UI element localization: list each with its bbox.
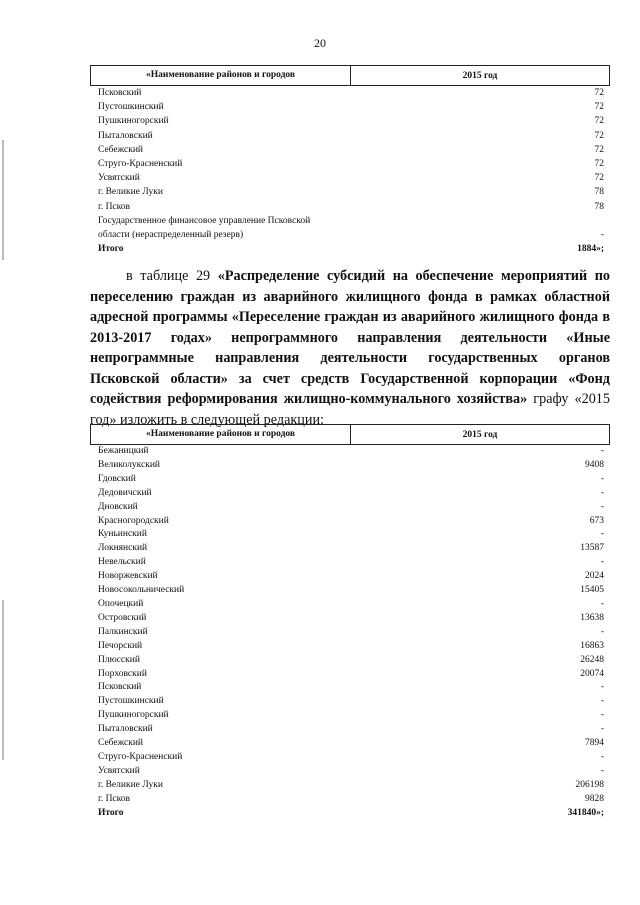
table-row [90,200,610,214]
amount-value: 16863 [580,640,604,651]
column-header-year: 2015 год [462,70,498,81]
district-name: Усвятский [98,765,140,776]
amount-value: - [600,765,604,776]
amount-value: - [600,557,604,568]
amount-value: - [600,473,604,484]
district-name: Красногородский [98,515,169,526]
amount-value: 78 [594,201,604,212]
amount-value: 72 [594,144,604,155]
district-name: Невельский [98,557,146,568]
column-header-name: «Наименование районов и городов [91,425,351,444]
table-body [90,86,610,256]
district-name: Дедовичский [98,487,152,498]
table-row [90,668,610,682]
amount-value: - [600,751,604,762]
amount-value: - [600,710,604,721]
amendment-paragraph [90,266,610,430]
amount-value: 206198 [575,779,604,790]
amount-value: - [600,501,604,512]
paragraph-tail: графу «2015 год» изложить в следующей редакции: [90,391,610,428]
amount-value: - [600,529,604,540]
amount-value: 9408 [585,459,604,470]
table-row [90,143,610,157]
table-row [90,473,610,487]
district-name: Себежский [98,144,143,155]
table-row [90,214,610,242]
table-row [90,100,610,114]
amount-value: 341840»; [567,807,604,818]
amount-value: 26248 [580,654,604,665]
district-name: Псковский [98,682,142,693]
district-name: г. Псков [98,201,131,212]
table-row [90,640,610,654]
table-row [90,723,610,737]
table-row [90,779,610,793]
amount-value: 2024 [585,571,604,582]
paragraph-lead: в таблице 29 [126,268,218,284]
table-row [90,737,610,751]
district-name: Пушкиногорский [98,116,169,127]
table-row [90,765,610,779]
amount-value: 13638 [580,612,604,623]
scan-margin-mark [2,140,4,260]
table-row [90,86,610,100]
amount-value: 7894 [585,738,604,749]
district-name: Бежаницкий [98,446,149,456]
table-row [90,570,610,584]
table-row [90,584,610,598]
allocation-table-2 [90,424,610,820]
amount-value: - [600,446,604,456]
district-name: Локнянский [98,543,148,554]
amount-value: 72 [594,173,604,184]
district-name: Великолукский [98,459,161,470]
district-name: Струго-Красненский [98,751,183,762]
paragraph-bold-title: «Распределение субсидий на обеспечение мероприятий по переселению граждан из аварийного жилищного фонда в рамках областной адресной программы «Переселение граждан из аварийного жилищного фонда в 2013-2017 годах» непрограммного направления деятельности «Иные непрограммные направления деятельности государственных органов Псковской области» за счет средств Государственной корпорации «Фонд содействия реформирования жилищно-коммунального хозяйства» [90,268,610,407]
district-name: Плюсский [98,654,140,665]
table-row [90,515,610,529]
table-row [90,171,610,185]
amount-value: 1884»; [577,244,604,255]
amount-value: 9828 [585,793,604,804]
district-name: Новосокольнический [98,585,185,596]
district-name: Новоржевский [98,571,158,582]
table-row [90,185,610,199]
amount-value: - [600,626,604,637]
total-row [90,242,610,256]
district-name: Печорский [98,640,143,651]
district-name: Себежский [98,738,143,749]
district-name: Пустошкинский [98,696,164,707]
amount-value: 673 [589,515,604,526]
table-header [90,65,610,86]
district-name: Гдовский [98,473,136,484]
amount-value: - [600,598,604,609]
district-name: Струго-Красненский [98,159,183,170]
amount-value: 72 [594,130,604,141]
table-row [90,793,610,807]
table-row [90,709,610,723]
table-row [90,598,610,612]
table-row [90,157,610,171]
table-row [90,445,610,459]
district-name: Государственное финансовое управление Псковской области (нераспределенный резерв) [98,215,311,241]
district-name: г. Псков [98,793,131,804]
total-row [90,807,610,821]
district-name: г. Великие Луки [98,187,163,198]
district-name: Дновский [98,501,138,512]
amount-value: 15405 [580,585,604,596]
table-row [90,542,610,556]
district-name: Пушкиногорский [98,710,169,721]
table-row [90,626,610,640]
district-name: г. Великие Луки [98,779,163,790]
amount-value: - [600,682,604,693]
table-row [90,695,610,709]
table-row [90,681,610,695]
amount-value: 13587 [580,543,604,554]
scan-margin-mark [2,600,4,760]
table-row [90,459,610,473]
district-name: Псковский [98,88,142,98]
district-name: Палкинский [98,626,148,637]
table-row [90,487,610,501]
table-row [90,556,610,570]
amount-value: 78 [594,187,604,198]
table-row [90,751,610,765]
district-name: Усвятский [98,173,140,184]
column-header-name: «Наименование районов и городов [91,66,351,85]
amount-value: - [600,230,604,241]
district-name: Пыталовский [98,724,153,735]
table-row [90,654,610,668]
district-name: Итого [98,244,124,255]
table-row [90,114,610,128]
district-name: Пустошкинский [98,102,164,113]
amount-value: 72 [594,116,604,127]
amount-value: 72 [594,159,604,170]
district-name: Островский [98,612,147,623]
district-name: Порховский [98,668,147,679]
district-name: Опочецкий [98,598,144,609]
table-row [90,612,610,626]
table-body [90,445,610,820]
column-header-year: 2015 год [462,429,498,440]
amount-value: - [600,696,604,707]
district-name: Куньинский [98,529,147,540]
amount-value: 72 [594,88,604,98]
district-name: Итого [98,807,124,818]
allocation-table-1 [90,65,610,256]
amount-value: - [600,487,604,498]
amount-value: 72 [594,102,604,113]
table-row [90,501,610,515]
table-row [90,528,610,542]
table-row [90,129,610,143]
district-name: Пыталовский [98,130,153,141]
amount-value: - [600,724,604,735]
amount-value: 20074 [580,668,604,679]
table-header [90,424,610,445]
page-number: 20 [314,36,326,50]
